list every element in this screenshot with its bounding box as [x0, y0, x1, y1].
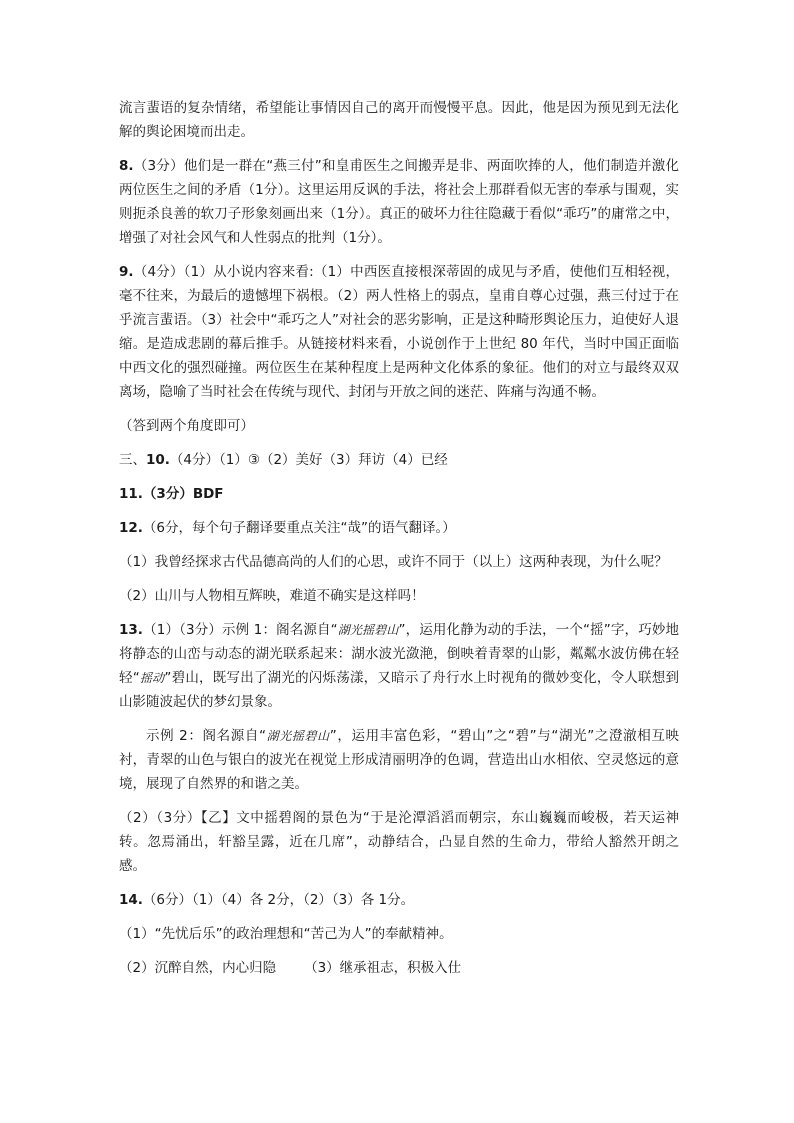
answer-text: （3）继承祖志，积极入仕: [304, 960, 462, 976]
question-13-part-1: [119, 618, 679, 714]
question-14-line-1: （1）“先忧后乐”的政治理想和“苦己为人”的奉献精神。: [119, 926, 453, 942]
question-13-part-2: （2）（3分）【乙】文中摇碧阁的景色为“于是沦潭滔滔而朝宗，东山巍巍而峻极，若天运神转。忽焉涌出，轩豁呈露，近在几席”，动静结合，凸显自然的生命力，带给人豁然开朗之感。: [119, 810, 679, 874]
answer-text: （4分）（1）③（2）美好（3）拜访（4）已经: [169, 452, 448, 468]
answer-text: 示例 2：阁名源自“: [146, 728, 266, 744]
answer-text: （1）（3分）示例 1：阁名源自“: [142, 622, 338, 638]
answer-text: （6分）（1）（4）各 2分，（2）（3）各 1分。: [142, 892, 415, 908]
answer-text: （2）沉醉自然，内心归隐: [119, 960, 277, 976]
paragraph-continued: 流言蜚语的复杂情绪，希望能让事情因自己的离开而慢慢平息。因此，他是因为预见到无法化解的舆论困境而出走。: [119, 100, 679, 140]
question-number: 13.: [119, 622, 143, 638]
question-number: 14.: [119, 892, 143, 908]
question-9: [119, 260, 679, 404]
answer-text: ”，运用化静为动的手法，一个“摇”字，巧妙地将静态的山峦与动态的湖光联系起来：湖水波光潋滟，倒映着青翠的山影，粼粼水波仿佛在轻轻“: [119, 622, 679, 686]
question-12-line-1: （1）我曾经探求古代品德高尚的人们的心思，或许不同于（以上）这两种表现，为什么呢？: [119, 554, 668, 570]
section-prefix: 三、: [119, 452, 146, 468]
answer-text: （3分）BDF: [142, 486, 224, 502]
question-14: [119, 888, 679, 912]
poem-quote: 湖光摇碧山: [265, 729, 330, 743]
question-number: 11.: [119, 486, 143, 502]
answer-key-page: [119, 96, 679, 980]
question-number: 12.: [119, 520, 143, 536]
question-14-line-2: [119, 956, 679, 980]
answer-text: （4分）（1）从小说内容来看:（1）中西医直接根深蒂固的成见与矛盾，使他们互相轻视，毫不往来，为最后的遗憾埋下祸根。（2）两人性格上的弱点，皇甫自尊心过强，燕三付过于在乎流言蜚语。（3）社会中“乖巧之人”对社会的恶劣影响，正是这种畸形舆论压力，迫使好人退缩。是造成悲剧的幕后推手。从链接材料来看，小说创作于上世纪 80 年代，当时中国正面临中西文化的强烈碰撞。两位医生在某种程度上是两种文化体系的象征。他们的对立与最终双双离场，隐喻了当时社会在传统与现代、封闭与开放之间的迷茫、阵痛与沟通不畅。: [119, 264, 679, 400]
answer-text: ”碧山，既写出了湖光的闪烁荡漾，又暗示了舟行水上时视角的微妙变化，令人联想到山影随波起伏的梦幻景象。: [119, 670, 679, 710]
question-8: [119, 154, 679, 250]
answer-text: （6分，每个句子翻译要重点关注“哉”的语气翻译。）: [142, 520, 456, 536]
question-13-example-2: [119, 724, 679, 796]
question-number: 8.: [119, 158, 134, 174]
question-12: [119, 516, 679, 540]
poem-quote: 湖光摇碧山: [337, 623, 399, 637]
question-10: [119, 448, 679, 472]
quoted-word: 摇动: [139, 671, 165, 685]
answer-text: （3分）他们是一群在“燕三付”和皇甫医生之间搬弄是非、两面吹捧的人，他们制造并激化两位医生之间的矛盾（1分）。这里运用反讽的手法，将社会上那群看似无害的奉承与围观，实则扼杀良善的软刀子形象刻画出来（1分）。真正的破坏力往往隐藏于看似“乖巧”的庸常之中，增强了对社会风气和人性弱点的批判（1分）。: [119, 158, 679, 246]
answer-text: ”，运用丰富色彩，“碧山”之“碧”与“湖光”之澄澈相互映衬，青翠的山色与银白的波光在视觉上形成清丽明净的色调，营造出山水相依、空灵悠远的意境，展现了自然界的和谐之美。: [119, 728, 679, 792]
question-number: 9.: [119, 264, 134, 280]
question-number: 10.: [146, 452, 170, 468]
question-9-note: （答到两个角度即可）: [119, 418, 254, 434]
question-11: [119, 482, 679, 506]
question-12-line-2: （2）山川与人物相互辉映，难道不确实是这样吗！: [119, 588, 425, 604]
